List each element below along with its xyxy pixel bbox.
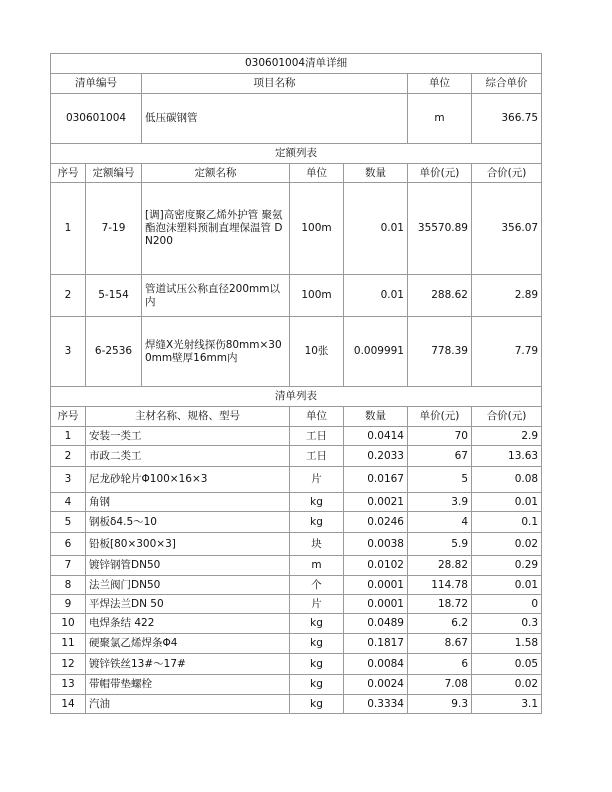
quota-unit: 10张: [290, 317, 344, 387]
materials-unit: kg: [290, 654, 344, 675]
quota-header-name: 定额名称: [142, 164, 290, 183]
quota-total: 356.07: [472, 183, 542, 275]
materials-total: 0.29: [472, 556, 542, 576]
materials-name: 市政二类工: [86, 446, 290, 467]
materials-price: 6: [408, 654, 472, 675]
materials-header-total: 合价(元): [472, 407, 542, 427]
quota-row: [51, 275, 542, 317]
materials-header-no: 序号: [51, 407, 86, 427]
bill-price: 366.75: [472, 94, 542, 144]
materials-name: 汽油: [86, 695, 290, 714]
materials-header-name: 主材名称、规格、型号: [86, 407, 290, 427]
quota-header-qty: 数量: [344, 164, 408, 183]
table-title: 030601004清单详细: [51, 54, 542, 74]
materials-unit: kg: [290, 675, 344, 695]
bill-row: [51, 94, 542, 144]
materials-price: 5.9: [408, 533, 472, 556]
quota-code: 7-19: [86, 183, 142, 275]
materials-qty: 0.0038: [344, 533, 408, 556]
bill-detail-table: [50, 53, 542, 714]
table-row: [51, 675, 542, 695]
materials-name: 安装一类工: [86, 427, 290, 446]
table-row: [51, 427, 542, 446]
materials-header-unit: 单位: [290, 407, 344, 427]
materials-qty: 0.0246: [344, 512, 408, 533]
materials-qty: 0.2033: [344, 446, 408, 467]
materials-no: 8: [51, 576, 86, 595]
table-row: [51, 595, 542, 614]
materials-unit: m: [290, 556, 344, 576]
materials-name: 法兰阀门DN50: [86, 576, 290, 595]
table-row: [51, 493, 542, 512]
materials-no: 5: [51, 512, 86, 533]
quota-unit: 100m: [290, 183, 344, 275]
bill-header-code: 清单编号: [51, 74, 142, 94]
materials-total: 0.05: [472, 654, 542, 675]
materials-no: 11: [51, 634, 86, 654]
table-row: [51, 654, 542, 675]
quota-header-unit: 单位: [290, 164, 344, 183]
materials-no: 2: [51, 446, 86, 467]
quota-code: 6-2536: [86, 317, 142, 387]
quota-header-price: 单价(元): [408, 164, 472, 183]
materials-header-qty: 数量: [344, 407, 408, 427]
materials-header-price: 单价(元): [408, 407, 472, 427]
quota-name: 管道试压公称直径200mm以内: [142, 275, 290, 317]
materials-price: 67: [408, 446, 472, 467]
table-row: [51, 512, 542, 533]
materials-name: 带帽带垫螺栓: [86, 675, 290, 695]
quota-no: 3: [51, 317, 86, 387]
materials-name: 铅板[80×300×3]: [86, 533, 290, 556]
table-row: [51, 614, 542, 634]
materials-no: 12: [51, 654, 86, 675]
materials-price: 28.82: [408, 556, 472, 576]
materials-unit: kg: [290, 695, 344, 714]
table-row: [51, 533, 542, 556]
materials-name: 平焊法兰DN 50: [86, 595, 290, 614]
materials-price: 6.2: [408, 614, 472, 634]
materials-price: 7.08: [408, 675, 472, 695]
materials-total: 13.63: [472, 446, 542, 467]
materials-unit: 片: [290, 467, 344, 493]
bill-header-price: 综合单价: [472, 74, 542, 94]
materials-qty: 0.0102: [344, 556, 408, 576]
materials-qty: 0.0084: [344, 654, 408, 675]
table-row: [51, 446, 542, 467]
materials-unit: kg: [290, 512, 344, 533]
quota-name: 焊缝X光射线探伤80mm×300mm壁厚16mm内: [142, 317, 290, 387]
materials-name: 钢板δ4.5～10: [86, 512, 290, 533]
materials-total: 2.9: [472, 427, 542, 446]
quota-header-no: 序号: [51, 164, 86, 183]
materials-total: 0: [472, 595, 542, 614]
materials-qty: 0.0414: [344, 427, 408, 446]
bill-code: 030601004: [51, 94, 142, 144]
materials-price: 5: [408, 467, 472, 493]
quota-qty: 0.01: [344, 275, 408, 317]
materials-name: 尼龙砂轮片Φ100×16×3: [86, 467, 290, 493]
materials-qty: 0.0489: [344, 614, 408, 634]
materials-unit: 工日: [290, 446, 344, 467]
bill-unit: m: [408, 94, 472, 144]
materials-total: 0.08: [472, 467, 542, 493]
materials-qty: 0.0001: [344, 576, 408, 595]
materials-no: 4: [51, 493, 86, 512]
materials-unit: 块: [290, 533, 344, 556]
materials-no: 10: [51, 614, 86, 634]
quota-section-title: 定额列表: [51, 144, 542, 164]
materials-qty: 0.0001: [344, 595, 408, 614]
bill-header-name: 项目名称: [142, 74, 408, 94]
materials-name: 镀锌铁丝13#～17#: [86, 654, 290, 675]
quota-header-total: 合价(元): [472, 164, 542, 183]
quota-price: 35570.89: [408, 183, 472, 275]
materials-qty: 0.0021: [344, 493, 408, 512]
quota-qty: 0.009991: [344, 317, 408, 387]
quota-header-code: 定额编号: [86, 164, 142, 183]
quota-unit: 100m: [290, 275, 344, 317]
materials-qty: 0.1817: [344, 634, 408, 654]
quota-no: 1: [51, 183, 86, 275]
materials-name: 镀锌钢管DN50: [86, 556, 290, 576]
materials-total: 0.02: [472, 533, 542, 556]
materials-unit: kg: [290, 634, 344, 654]
quota-total: 2.89: [472, 275, 542, 317]
materials-no: 1: [51, 427, 86, 446]
quota-code: 5-154: [86, 275, 142, 317]
quota-name: [调]高密度聚乙烯外护管 聚氨酯泡沫塑料预制直埋保温管 DN200: [142, 183, 290, 275]
materials-name: 电焊条结 422: [86, 614, 290, 634]
quota-price: 288.62: [408, 275, 472, 317]
materials-unit: kg: [290, 493, 344, 512]
materials-price: 4: [408, 512, 472, 533]
materials-list: [51, 427, 542, 714]
materials-unit: 工日: [290, 427, 344, 446]
bill-header-unit: 单位: [408, 74, 472, 94]
materials-qty: 0.3334: [344, 695, 408, 714]
table-row: [51, 634, 542, 654]
materials-price: 18.72: [408, 595, 472, 614]
materials-price: 8.67: [408, 634, 472, 654]
quota-header-row: [51, 164, 542, 183]
quota-price: 778.39: [408, 317, 472, 387]
materials-no: 14: [51, 695, 86, 714]
table-row: [51, 695, 542, 714]
materials-total: 1.58: [472, 634, 542, 654]
materials-total: 0.01: [472, 576, 542, 595]
bill-header-row: [51, 74, 542, 94]
materials-total: 0.01: [472, 493, 542, 512]
materials-total: 0.3: [472, 614, 542, 634]
materials-no: 7: [51, 556, 86, 576]
materials-name: 角钢: [86, 493, 290, 512]
quota-total: 7.79: [472, 317, 542, 387]
materials-header-row: [51, 407, 542, 427]
materials-price: 9.3: [408, 695, 472, 714]
materials-total: 0.1: [472, 512, 542, 533]
materials-section-title: 清单列表: [51, 387, 542, 407]
materials-name: 硬聚氯乙烯焊条Φ4: [86, 634, 290, 654]
materials-qty: 0.0167: [344, 467, 408, 493]
materials-price: 114.78: [408, 576, 472, 595]
quota-row: [51, 317, 542, 387]
quota-row: [51, 183, 542, 275]
table-row: [51, 467, 542, 493]
materials-no: 3: [51, 467, 86, 493]
materials-unit: 片: [290, 595, 344, 614]
bill-name: 低压碳钢管: [142, 94, 408, 144]
materials-total: 3.1: [472, 695, 542, 714]
materials-no: 13: [51, 675, 86, 695]
quota-qty: 0.01: [344, 183, 408, 275]
table-row: [51, 576, 542, 595]
materials-price: 3.9: [408, 493, 472, 512]
materials-price: 70: [408, 427, 472, 446]
quota-no: 2: [51, 275, 86, 317]
materials-total: 0.02: [472, 675, 542, 695]
materials-no: 9: [51, 595, 86, 614]
materials-qty: 0.0024: [344, 675, 408, 695]
table-row: [51, 556, 542, 576]
materials-no: 6: [51, 533, 86, 556]
materials-unit: kg: [290, 614, 344, 634]
materials-unit: 个: [290, 576, 344, 595]
